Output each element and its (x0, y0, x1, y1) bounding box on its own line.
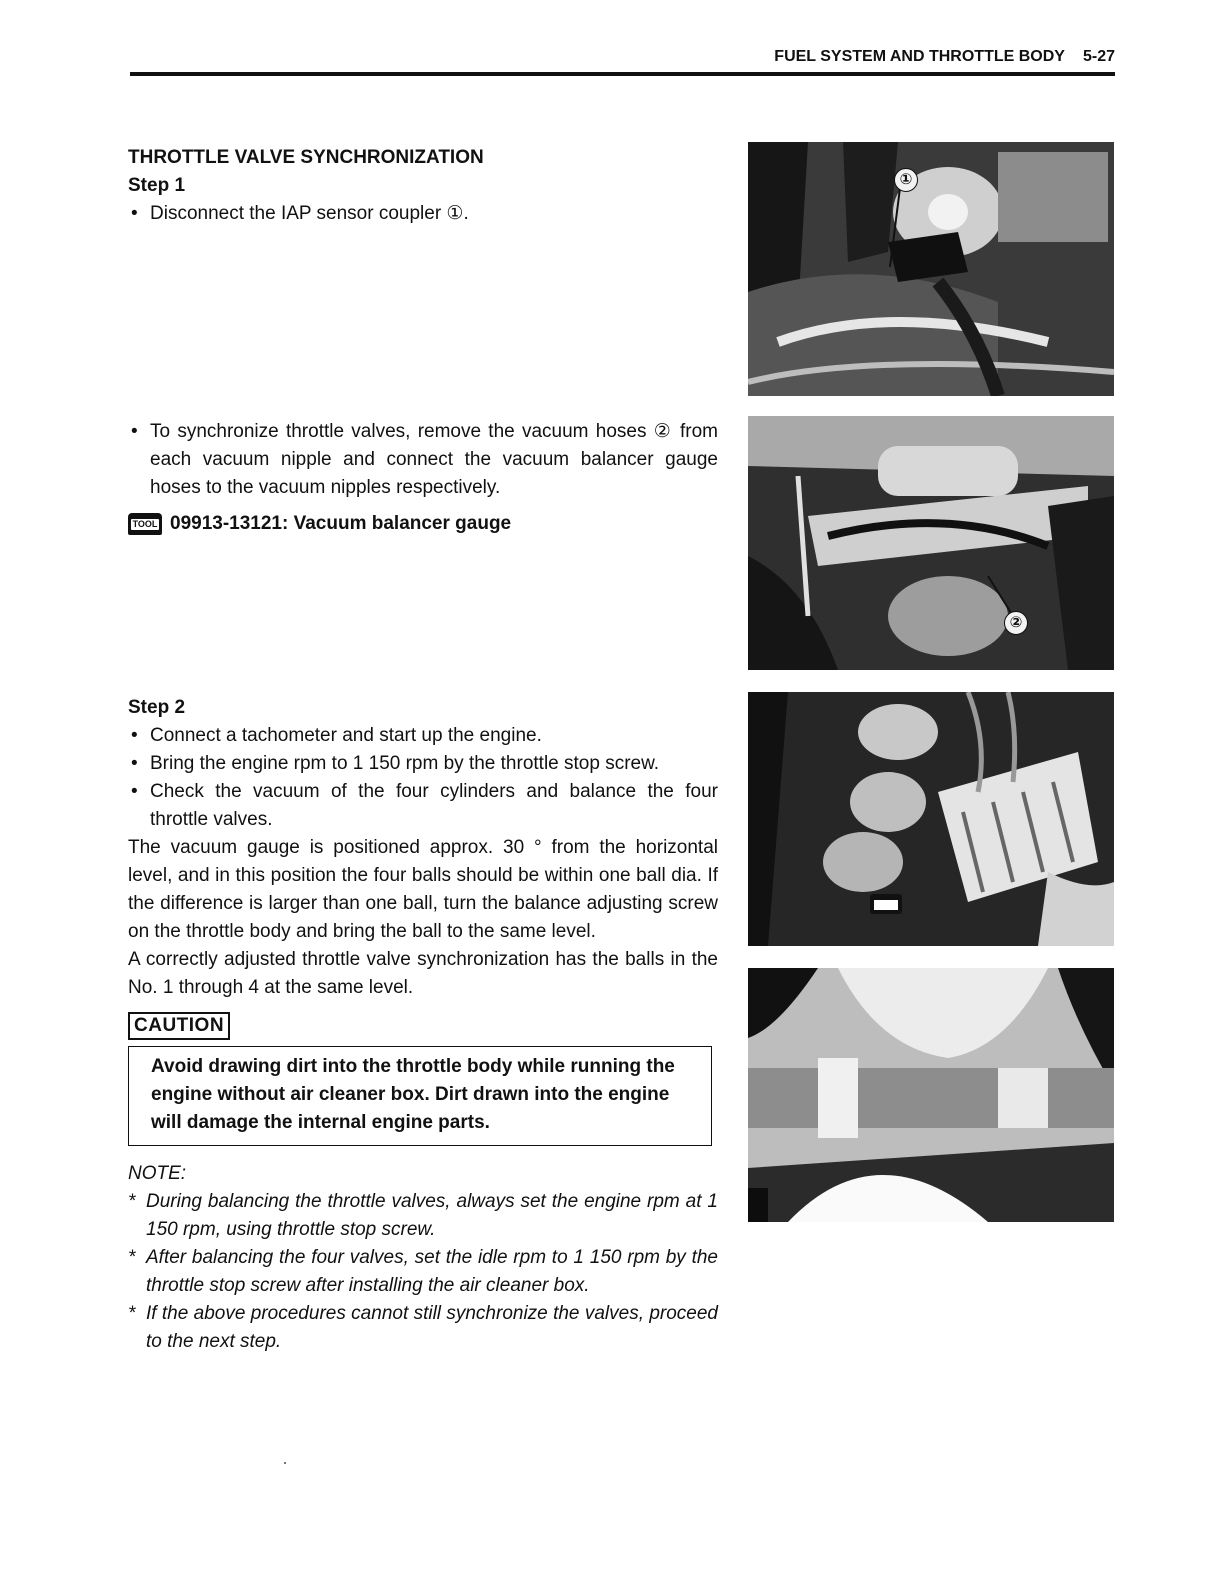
step1-block (128, 144, 718, 228)
tool-icon: TOOL (128, 513, 162, 535)
caution-text: Avoid drawing dirt into the throttle body while running the engine without air cleaner box. Dirt drawn into the engine will damage the internal engine parts. (151, 1056, 675, 1133)
photo-iap-sensor (748, 142, 1114, 396)
note-text: After balancing the four valves, set the idle rpm to 1 150 rpm by the throttle stop screw after installing the air cleaner box. (146, 1247, 718, 1296)
header-rule (130, 72, 1115, 76)
section-title: THROTTLE VALVE SYNCHRONIZATION (128, 147, 484, 168)
step1-bullet (128, 200, 718, 228)
note-item (128, 1244, 718, 1300)
vacuum-hoses-bullet (128, 418, 718, 502)
step2-heading: Step 2 (128, 697, 186, 718)
bullet-text: Bring the engine rpm to 1 150 rpm by the throttle stop screw. (150, 753, 660, 774)
chapter-title: FUEL SYSTEM AND THROTTLE BODY (774, 48, 1065, 65)
note-label: NOTE: (128, 1163, 187, 1184)
page-number: 5-27 (1082, 48, 1115, 65)
photo-vacuum-hoses-image (748, 416, 1114, 670)
note-item (128, 1300, 718, 1356)
photo-vacuum-gauge (748, 692, 1114, 946)
callout-1: ① (894, 168, 918, 192)
step2-bullet (128, 722, 718, 750)
step1-heading: Step 1 (128, 175, 186, 196)
asterisk: * (128, 1247, 136, 1268)
photo-iap-sensor-image (748, 142, 1114, 396)
tool-text: 09913-13121: Vacuum balancer gauge (170, 513, 512, 534)
bullet-dot: • (131, 781, 138, 802)
caution-label: CAUTION (128, 1012, 230, 1040)
bullet-dot: • (131, 421, 138, 442)
note-item (128, 1188, 718, 1244)
step2-bullet (128, 750, 718, 778)
step2-bullet (128, 778, 718, 834)
caution-box (128, 1046, 712, 1146)
stray-mark (284, 1462, 286, 1464)
callout-2: ② (1004, 611, 1028, 635)
photo-throttle-body-image (748, 968, 1114, 1222)
step2-block (128, 694, 718, 1356)
bullet-text: Disconnect the IAP sensor coupler ①. (150, 203, 469, 224)
page-header (130, 48, 1115, 72)
note-text: During balancing the throttle valves, always set the engine rpm at 1 150 rpm, using throttle stop screw. (146, 1191, 718, 1240)
step2-paragraph: The vacuum gauge is positioned approx. 30 ° from the horizontal level, and in this position the four balls should be within one ball dia. If the difference is larger than one ball, turn the balance adjusting screw on the throttle body and bring the ball to the same level. (128, 837, 718, 942)
asterisk: * (128, 1303, 136, 1324)
tool-line (128, 510, 718, 538)
bullet-text: To synchronize throttle valves, remove the vacuum hoses ② from each vacuum nipple and connect the vacuum balancer gauge hoses to the vacuum nipples respectively. (150, 421, 718, 498)
bullet-dot: • (131, 753, 138, 774)
caution-section (128, 1012, 718, 1146)
asterisk: * (128, 1191, 136, 1212)
photo-vacuum-gauge-image (748, 692, 1114, 946)
bullet-text: Check the vacuum of the four cylinders and balance the four throttle valves. (150, 781, 718, 830)
note-text: If the above procedures cannot still synchronize the valves, proceed to the next step. (146, 1303, 718, 1352)
vacuum-hoses-block (128, 418, 718, 538)
photo-vacuum-hoses (748, 416, 1114, 670)
bullet-dot: • (131, 725, 138, 746)
bullet-dot: • (131, 203, 138, 224)
photo-throttle-body (748, 968, 1114, 1222)
bullet-text: Connect a tachometer and start up the engine. (150, 725, 542, 746)
note-section (128, 1160, 718, 1356)
step2-paragraph: A correctly adjusted throttle valve synchronization has the balls in the No. 1 through 4 at the same level. (128, 949, 718, 998)
